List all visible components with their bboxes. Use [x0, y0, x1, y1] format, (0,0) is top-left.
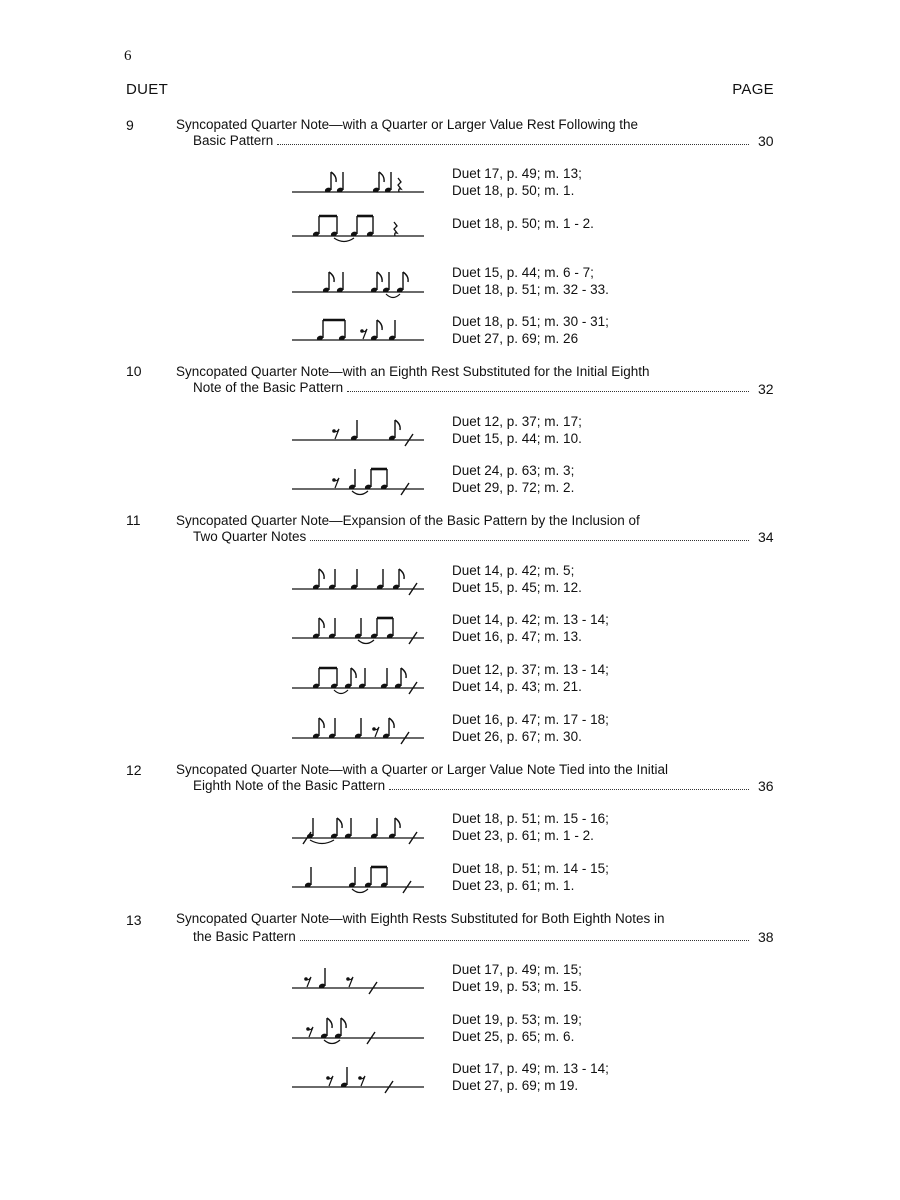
duet-reference: Duet 18, p. 51; m. 30 - 31; Duet 27, p. 69; m. 26 [452, 314, 609, 346]
section-title-continued: Basic Pattern [193, 133, 753, 148]
rhythm-10b [288, 463, 428, 497]
note-flag [341, 1018, 346, 1028]
note-flag [337, 818, 342, 828]
duet-reference: Duet 16, p. 47; m. 17 - 18; Duet 26, p. 67; m. 30. [452, 712, 609, 744]
note-flag [377, 272, 382, 282]
duet-reference: Duet 14, p. 42; m. 13 - 14; Duet 16, p. 47; m. 13. [452, 612, 609, 644]
tie [334, 238, 354, 242]
rhythm-12a [288, 812, 428, 846]
section-page: 38 [758, 929, 774, 945]
rhythm-9c [288, 266, 428, 300]
note-flag [395, 818, 400, 828]
tie [310, 840, 334, 844]
rhythm-12b [288, 861, 428, 895]
note-flag [401, 668, 406, 678]
duet-reference: Duet 17, p. 49; m. 15; Duet 19, p. 53; m. 15. [452, 962, 582, 994]
note-flag [351, 668, 356, 678]
rhythm-13a [288, 962, 428, 996]
page-number: 6 [124, 48, 132, 64]
quarter-rest [398, 178, 401, 192]
dot-leader [347, 391, 749, 392]
note-flag [319, 718, 324, 728]
column-header-page: PAGE [732, 81, 774, 98]
duet-reference: Duet 15, p. 44; m. 6 - 7; Duet 18, p. 51; m. 32 - 33. [452, 265, 609, 297]
tie [358, 640, 374, 644]
note-flag [319, 618, 324, 628]
section-title: Syncopated Quarter Note—Expansion of the Basic Pattern by the Inclusion of [176, 513, 640, 528]
duet-reference: Duet 12, p. 37; m. 13 - 14; Duet 14, p. 43; m. 21. [452, 662, 609, 694]
section-page: 30 [758, 133, 774, 149]
duet-reference: Duet 18, p. 51; m. 15 - 16; Duet 23, p. 61; m. 1 - 2. [452, 811, 609, 843]
note-flag [399, 569, 404, 579]
note-flag [379, 172, 384, 182]
note-flag [395, 420, 400, 430]
dot-leader [310, 540, 749, 541]
section-title-continued: Note of the Basic Pattern [193, 380, 753, 395]
rhythm-9d [288, 314, 428, 348]
duet-reference: Duet 12, p. 37; m. 17; Duet 15, p. 44; m. 10. [452, 414, 582, 446]
section-title: Syncopated Quarter Note—with Eighth Rests Substituted for Both Eighth Notes in [176, 911, 665, 926]
note-flag [377, 320, 382, 330]
tie [352, 491, 368, 495]
note-flag [329, 272, 334, 282]
quarter-rest [394, 222, 397, 236]
rhythm-9a [288, 166, 428, 200]
rhythm-13c [288, 1061, 428, 1095]
section-title-continued: Eighth Note of the Basic Pattern [193, 778, 753, 793]
note-flag [403, 272, 408, 282]
section-title-continued: the Basic Pattern [193, 929, 753, 944]
dot-leader [389, 789, 749, 790]
section-number: 13 [126, 912, 142, 928]
note-flag [327, 1018, 332, 1028]
note-flag [331, 172, 336, 182]
rhythm-11d [288, 712, 428, 746]
section-number: 10 [126, 363, 142, 379]
tie [352, 889, 368, 893]
section-number: 12 [126, 762, 142, 778]
section-title-continued: Two Quarter Notes [193, 529, 753, 544]
rhythm-11c [288, 662, 428, 696]
note-flag [389, 718, 394, 728]
duet-reference: Duet 17, p. 49; m. 13; Duet 18, p. 50; m. 1. [452, 166, 582, 198]
section-number: 9 [126, 117, 134, 133]
section-title: Syncopated Quarter Note—with a Quarter or Larger Value Note Tied into the Initial [176, 762, 669, 777]
tie [386, 294, 400, 298]
tie [324, 1040, 340, 1044]
duet-reference: Duet 18, p. 50; m. 1 - 2. [452, 216, 594, 231]
rhythm-13b [288, 1012, 428, 1046]
duet-reference: Duet 17, p. 49; m. 13 - 14; Duet 27, p. 69; m 19. [452, 1061, 609, 1093]
duet-reference: Duet 19, p. 53; m. 19; Duet 25, p. 65; m. 6. [452, 1012, 582, 1044]
section-number: 11 [126, 512, 141, 528]
section-page: 34 [758, 529, 774, 545]
section-page: 32 [758, 381, 774, 397]
tie [334, 690, 348, 694]
rhythm-11a [288, 563, 428, 597]
section-title: Syncopated Quarter Note—with an Eighth Rest Substituted for the Initial Eighth [176, 364, 650, 379]
duet-reference: Duet 14, p. 42; m. 5; Duet 15, p. 45; m. 12. [452, 563, 582, 595]
note-flag [319, 569, 324, 579]
duet-reference: Duet 24, p. 63; m. 3; Duet 29, p. 72; m. 2. [452, 463, 575, 495]
dot-leader [300, 940, 749, 941]
section-page: 36 [758, 778, 774, 794]
rhythm-10a [288, 414, 428, 448]
rhythm-9b [288, 210, 428, 244]
column-header-duet: DUET [126, 81, 169, 98]
duet-reference: Duet 18, p. 51; m. 14 - 15; Duet 23, p. 61; m. 1. [452, 861, 609, 893]
rhythm-11b [288, 612, 428, 646]
section-title: Syncopated Quarter Note—with a Quarter or Larger Value Rest Following the [176, 117, 638, 132]
dot-leader [277, 144, 749, 145]
